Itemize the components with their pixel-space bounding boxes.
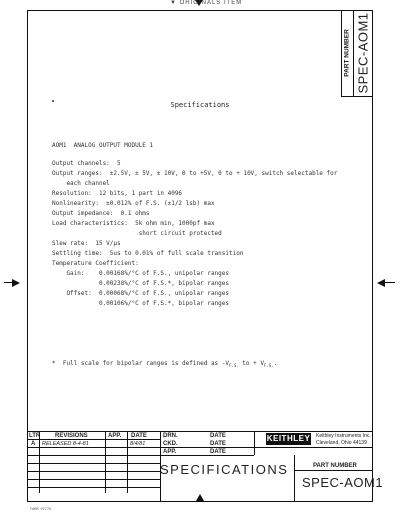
right-center-arrow-icon — [377, 279, 385, 287]
right-mark-line — [385, 282, 395, 283]
part-number-bottom: SPEC-AOM1 — [302, 475, 384, 490]
title-col-rule — [294, 455, 295, 502]
company-city: Cleveland, Ohio 44139 — [316, 440, 367, 446]
spec-line: Output ranges: ±2.5V, ± 5V, ± 10V, 0 to +5V, 0 to + 10V, switch selectable for — [52, 170, 338, 177]
spec-line: Output impedance: 0.1 ohms — [52, 210, 150, 217]
footnote-sub: F.S. — [229, 363, 239, 369]
rev-col-rule — [127, 431, 128, 493]
spec-line: Temperature Coefficient: — [52, 260, 139, 267]
rev-row-rule — [27, 479, 160, 480]
spec-line: Nonlinearity: ±0.012% of F.S. (±1/2 lsb) max — [52, 200, 215, 207]
pn-rule — [294, 470, 373, 471]
footnote-sub: F.S. — [263, 363, 274, 369]
spec-line: Resolution: 12 bits, 1 part in 4096 — [52, 190, 183, 197]
part-number-label: PART NUMBER — [343, 29, 351, 77]
spec-line: short circuit protected — [52, 230, 222, 237]
ckd-label: CKD. — [163, 441, 178, 447]
spec-line: each channel — [52, 180, 110, 187]
spec-line: Gain: 0.00168%/°C of F.S., unipolar ranges — [52, 270, 230, 277]
rev-date: 8/4/81 — [130, 441, 146, 447]
spec-line: Output channels: 5 — [52, 160, 121, 167]
left-center-arrow-icon — [12, 279, 20, 287]
title-col-rule — [254, 431, 255, 455]
app-label: APP. — [163, 449, 177, 455]
rev-description: RELEASED 8-4-81 — [42, 441, 89, 447]
rev-col-rule — [39, 431, 40, 493]
document-title-block: SPECIFICATIONS — [160, 462, 289, 477]
rev-row-rule — [27, 487, 160, 488]
date-label: DATE — [210, 449, 226, 455]
doc-title: Specifications — [170, 101, 230, 109]
spec-line: Offset: 0.00068%/°C of F.S., unipolar ranges — [52, 290, 230, 297]
top-cut-text: ▼ ORIGINALS ITEM — [170, 0, 243, 6]
rev-header-rule — [27, 439, 160, 440]
module-heading: AOM1 ANALOG OUTPUT MODULE 1 — [52, 142, 154, 149]
date-label: DATE — [210, 441, 226, 447]
app-header: APP. — [108, 433, 122, 439]
drn-label: DRN. — [163, 433, 178, 439]
spec-line: Slew rate: 15 V/µs — [52, 240, 121, 247]
title-block-top-rule — [27, 431, 373, 432]
bottom-center-mark-icon — [196, 494, 204, 501]
keithley-logo: KEITHLEY — [266, 434, 311, 443]
company-name: Keithley Instruments Inc. — [316, 433, 371, 439]
rev-row-rule — [27, 463, 160, 464]
spec-line: Settling time: 5us to 0.01% of full scale transition — [52, 250, 244, 257]
part-number-label-bottom: PART NUMBER — [313, 463, 357, 469]
spec-line: Load characteristics: 5k ohm min, 1000pf max — [52, 220, 215, 227]
rev-letter: A — [31, 441, 36, 447]
revisions-header: REVISIONS — [55, 433, 88, 439]
form-number: FORM 9777G — [30, 507, 52, 511]
footnote-mid: to + V — [238, 360, 264, 367]
part-number-value: SPEC-AOM1 — [355, 12, 371, 94]
date-header: DATE — [131, 433, 147, 439]
footnote-end: . — [273, 360, 278, 367]
title-block-rule — [27, 455, 254, 456]
footnote-text: * Full scale for bipolar ranges is defined as -V — [52, 360, 230, 367]
ltr-header: LTR — [29, 433, 41, 439]
title-block-rule — [27, 447, 373, 448]
rev-row-rule — [27, 471, 160, 472]
spec-line: 0.00238%/°C of F.S.*, bipolar ranges — [52, 280, 230, 287]
rev-col-rule — [105, 431, 106, 493]
footnote — [52, 360, 277, 368]
spec-line: 0.00106%/°C of F.S.*, bipolar ranges — [52, 300, 230, 307]
date-label: DATE — [210, 433, 226, 439]
